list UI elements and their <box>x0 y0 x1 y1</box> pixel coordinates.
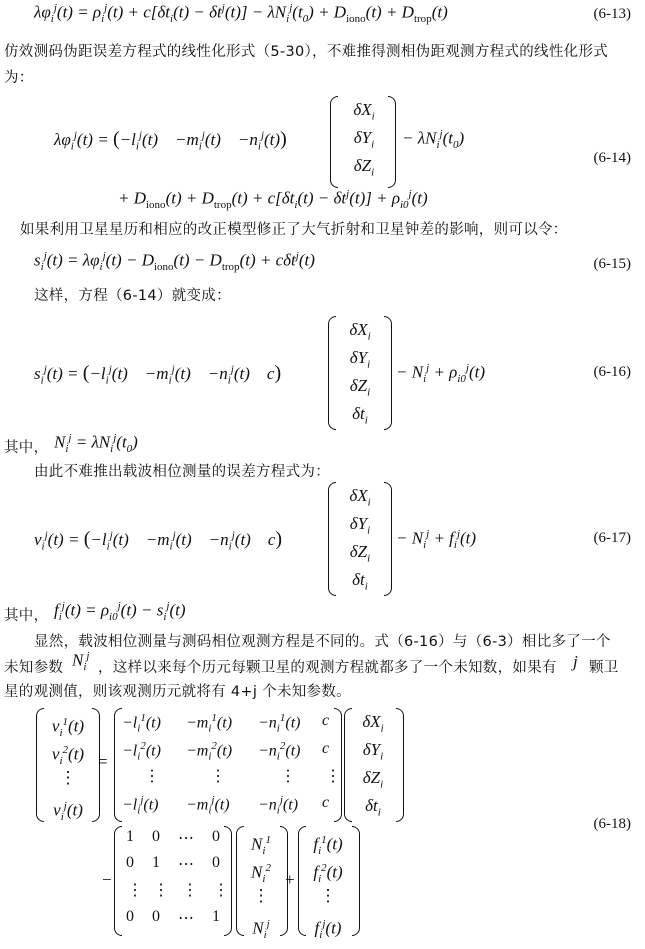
paragraph-text: 这样，方程（6-14）就变成： <box>34 288 231 304</box>
right-paren <box>384 482 392 596</box>
left-paren <box>328 482 336 596</box>
left-paren <box>36 708 44 822</box>
paragraph-text: 显然，载波相位测量与测码相位观测方程是不同的。式（6-16）与（6-3）相比多了一个 <box>34 634 611 650</box>
right-paren <box>388 96 396 188</box>
left-paren <box>114 826 122 936</box>
paragraph-text: 仿效测码伪距误差方程式的线性化形式（5-30），不难推得测相伪距观测方程式的线性化形式 <box>4 44 609 60</box>
paragraph-text: 为： <box>4 70 34 86</box>
unknown-vector: $\delta X_i$ $\delta Y_i$ $\delta Z_i$ $\delta t_i$ <box>362 712 384 819</box>
paragraph-text: 星的观测值，则该观测历元就将有 4+j 个未知参数。 <box>4 684 351 700</box>
residual-vector: $v_i^1(t)$ $v_i^2(t)$ ⋮ $v_i^j(t)$ <box>51 716 85 824</box>
unknown-vector: $\delta X_i$ $\delta Y_i$ $\delta Z_i$ $\delta t_i$ <box>349 320 371 427</box>
equation-6-16-left: $s_i^j(t) = (-l_i^j(t)$ $-m_i^j(t)$ $-n_i^j(t)$ c) <box>34 362 282 387</box>
f-vector: $f_i^1(t)$ $f_i^2(t)$ ⋮ $f_i^j(t)$ <box>313 834 343 942</box>
ambiguity-vector: $N_i^1$ $N_i^2$ ⋮ $N_i^j$ <box>251 834 271 942</box>
paragraph-text: 未知参数 <box>4 660 64 676</box>
equation-6-14-left: $\lambda\varphi_i^j(t) = (-l_i^j(t)$ $-m_i^j(t)$ $-n_i^j(t)$) <box>54 128 287 153</box>
left-paren <box>330 96 338 188</box>
right-paren <box>396 708 404 822</box>
plus-sign: + <box>285 870 295 889</box>
equals-sign: = <box>98 752 108 771</box>
equation-6-14-line2: + $D_{iono}(t) + D_{trop}(t) + c[\delta t_i(t) - \delta t^j(t)] + \rho_{i0}^j(t)$ <box>118 188 428 212</box>
equation-number: (6-17) <box>593 530 631 546</box>
symbol-N: $N_i^j$ <box>72 650 90 674</box>
definition-f: $f_i^j(t) = \rho_{i0}^j(t) - s_i^j(t)$ <box>54 600 186 624</box>
definition-N: $N_i^j = \lambda N_i^j(t_0)$ <box>54 432 138 456</box>
right-paren <box>352 826 360 936</box>
left-paren <box>114 708 122 822</box>
right-paren <box>224 826 232 936</box>
equation-6-16-right: − $N_i^j + \rho_{i0}^j(t)$ <box>396 362 485 386</box>
equation-6-14-right: − $\lambda N_i^j(t_0)$ <box>402 128 465 152</box>
paragraph-text: 颗卫 <box>589 660 619 676</box>
equation-6-17-left: $v_i^j(t) = (-l_i^j(t)$ $-m_i^j(t)$ $-n_i^j(t)$ c) <box>34 528 283 553</box>
symbol-j: j <box>573 652 578 671</box>
equation-6-13: $\lambda\varphi_i^j(t) = \rho_i^j(t) + c[\delta t_i(t) - \delta t^j(t)] - \lambda N_i^j(t_0) + D_{iono}(t) + D_{trop}(t)$ <box>34 2 448 26</box>
equation-number: (6-15) <box>593 256 631 272</box>
minus-sign: − <box>102 870 112 889</box>
equation-6-15: $s_i^j(t) = \lambda\varphi_i^j(t) - D_{iono}(t) - D_{trop}(t) + c\delta t^j(t)$ <box>34 250 315 274</box>
paragraph-text: 由此不难推出载波相位测量的误差方程式为： <box>34 464 330 480</box>
equation-number: (6-14) <box>593 150 631 166</box>
left-paren <box>328 316 336 430</box>
paragraph-text: 如果利用卫星星历和相应的改正模型修正了大气折射和卫星钟差的影响，则可以令： <box>20 222 568 238</box>
label-text: 其中， <box>4 608 49 624</box>
right-paren <box>334 708 342 822</box>
unknown-vector: $\delta X_i$ $\delta Y_i$ $\delta Z_i$ $\delta t_i$ <box>349 486 371 593</box>
equation-number: (6-16) <box>593 364 631 380</box>
equation-6-17-right: − $N_i^j + f_i^j(t)$ <box>396 528 477 552</box>
paragraph-text: ，这样以来每个历元每颗卫星的观测方程就都多了一个未知数，如果有 <box>98 660 557 676</box>
right-paren <box>384 316 392 430</box>
equation-number: (6-18) <box>593 816 631 832</box>
unknown-vector: $\delta X_i$ $\delta Y_i$ $\delta Z_i$ <box>353 100 375 179</box>
equation-number: (6-13) <box>593 6 631 22</box>
label-text: 其中， <box>4 440 49 456</box>
